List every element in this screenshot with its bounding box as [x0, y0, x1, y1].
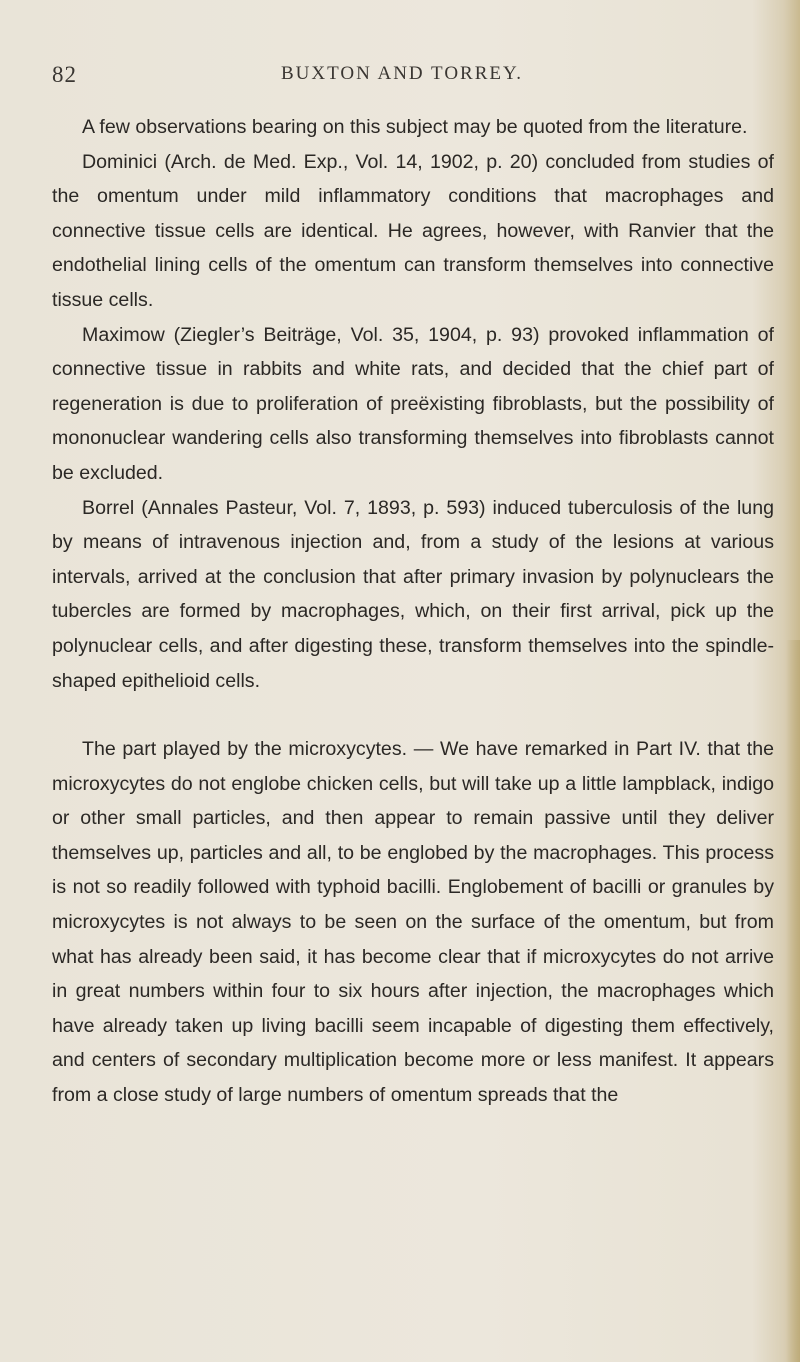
page-number: 82 — [52, 62, 77, 87]
section-heading-microxycytes: The part played by the microxycytes. — — [82, 738, 434, 761]
running-head: BUXTON AND TORREY. — [280, 63, 524, 84]
page-edge-stain — [786, 640, 800, 1362]
paragraph-microxycytes-body: We have remarked in Part IV. that the microxycytes do not englobe chicken cells, but will take up a little lampblack, indigo or other small particles, and then appear to remain passive until they deliver themselves up, particles and all, to be englobed by the macrophages. This process is not so readily followed with typhoid bacilli. Englobement of bacilli or granules by microxycytes is not always to be seen on the surface of the omentum, but from what has already been said, it has become clear that if microxycytes do not arrive in great numbers within four to six hours after injection, the macrophages which have already taken up living bacilli seem incapable of digesting them effectively, and centers of secondary multiplication become more or less manifest. It appears from a close study of large numbers of omentum spreads that the — [52, 738, 774, 1107]
paragraph-dominici: Dominici (Arch. de Med. Exp., Vol. 14, 1902, p. 20) concluded from studies of the omentum under mild inflammatory conditions that macrophages and connective tissue cells are identical. He agrees, however, with Ranvier that the endothelial lining cells of the omentum can transform themselves into connective tissue cells. — [52, 150, 774, 311]
paragraph-intro: A few observations bearing on this subject may be quoted from the literature. — [82, 116, 748, 138]
page-header — [52, 62, 752, 92]
paragraph-maximow: Maximow (Ziegler’s Beiträge, Vol. 35, 1904, p. 93) provoked inflammation of connective tissue in rabbits and white rats, and decided that the chief part of regeneration is due to proliferation of preëxisting fibroblasts, but the possibility of mononuclear wandering cells also transforming themselves into fibroblasts cannot be excluded. — [52, 323, 774, 484]
paragraph-microxycytes — [52, 732, 774, 1113]
paragraph-borrel: Borrel (Annales Pasteur, Vol. 7, 1893, p. 593) induced tuberculosis of the lung by means of intravenous injection and, from a study of the lesions at various intervals, arrived at the conclusion that after primary invasion by polynuclears the tubercles are formed by macrophages, which, on their first arrival, pick up the polynuclear cells, and after digesting these, transform themselves into the spindle-shaped epithelioid cells. — [52, 496, 774, 692]
body-text — [52, 110, 774, 1113]
